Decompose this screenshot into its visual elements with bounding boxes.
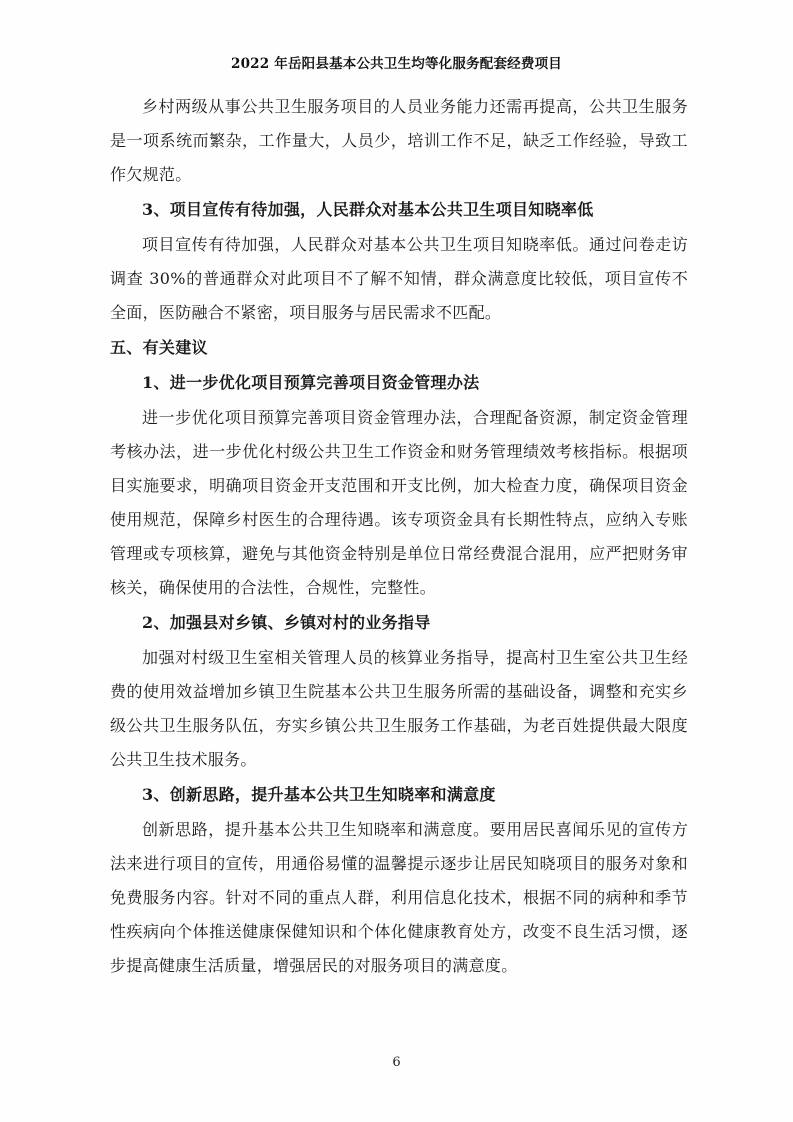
paragraph: 加强对村级卫生室相关管理人员的核算业务指导，提高村卫生室公共卫生经费的使用效益增加乡镇卫生院基本公共卫生服务所需的基础设备，调整和充实乡级公共卫生服务队伍，夯实乡镇公共卫生服务工作基础，为老百姓提供最大限度公共卫生技术服务。 xyxy=(110,648,688,769)
sub-heading: 3、创新思路，提升基本公共卫生知晓率和满意度 xyxy=(142,785,496,804)
sub-heading: 3、项目宣传有待加强，人民群众对基本公共卫生项目知晓率低 xyxy=(142,200,594,219)
paragraph: 进一步优化项目预算完善项目资金管理办法，合理配备资源，制定资金管理考核办法，进一步优化村级公共卫生工作资金和财务管理绩效考核指标。根据项目实施要求，明确项目资金开支范围和开支比例，加大检查力度，确保项目资金使用规范，保障乡村医生的合理待遇。该专项资金具有长期性特点，应纳入专账管理或专项核算，避免与其他资金特别是单位日常经费混合混用，应严把财务审核关，确保使用的合法性，合规性，完整性。 xyxy=(110,408,688,597)
document-body xyxy=(110,90,688,984)
sub-heading: 2、加强县对乡镇、乡镇对村的业务指导 xyxy=(142,613,431,632)
paragraph: 创新思路，提升基本公共卫生知晓率和满意度。要用居民喜闻乐见的宣传方法来进行项目的宣传，用通俗易懂的温馨提示逐步让居民知晓项目的服务对象和免费服务内容。针对不同的重点人群，利用信息化技术，根据不同的病种和季节性疾病向个体推送健康保健知识和个体化健康教育处方，改变不良生活习惯，逐步提高健康生活质量，增强居民的对服务项目的满意度。 xyxy=(110,820,688,975)
paragraph: 乡村两级从事公共卫生服务项目的人员业务能力还需再提高，公共卫生服务是一项系统而繁杂，工作量大，人员少，培训工作不足，缺乏工作经验，导致工作欠规范。 xyxy=(110,97,688,184)
paragraph: 项目宣传有待加强，人民群众对基本公共卫生项目知晓率低。通过问卷走访调查 30%的普通群众对此项目不了解不知情，群众满意度比较低，项目宣传不全面，医防融合不紧密，项目服务与居民需求不匹配。 xyxy=(110,235,688,322)
sub-heading: 1、进一步优化项目预算完善项目资金管理办法 xyxy=(142,373,480,392)
page-header: 2022 年岳阳县基本公共卫生均等化服务配套经费项目 xyxy=(231,56,562,72)
page-number: 6 xyxy=(392,1055,401,1070)
section-heading: 五、有关建议 xyxy=(110,338,208,357)
